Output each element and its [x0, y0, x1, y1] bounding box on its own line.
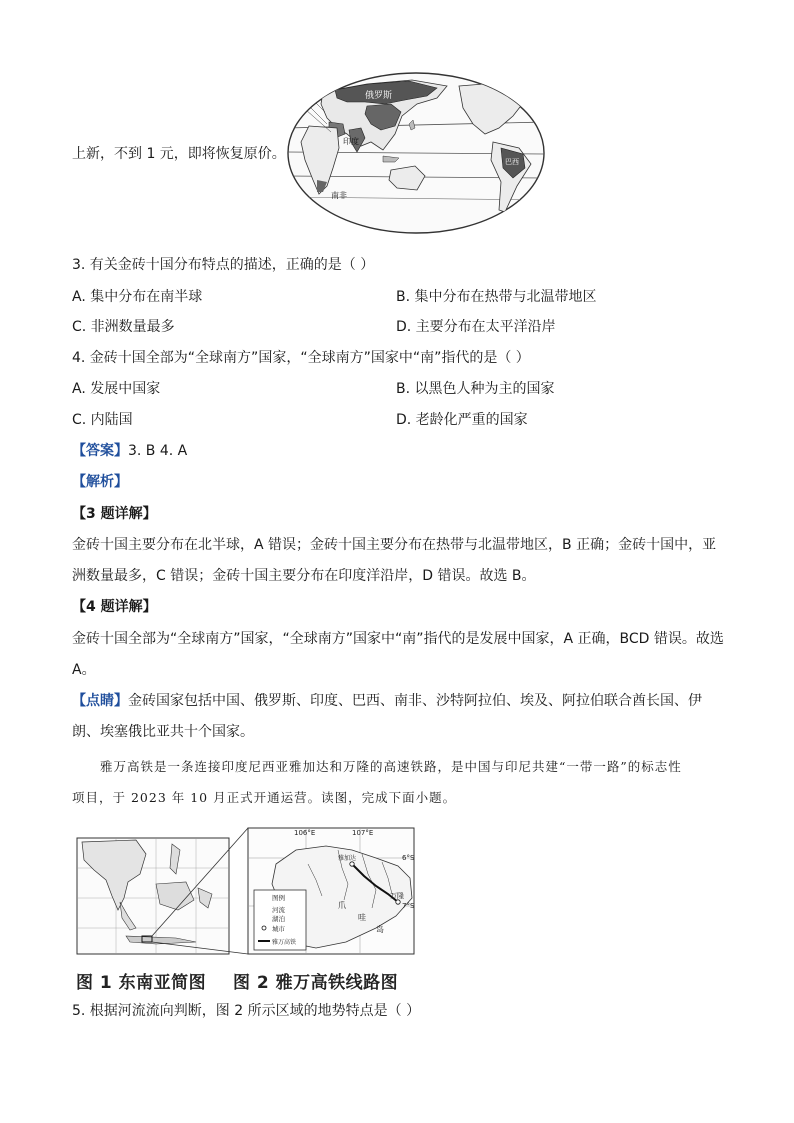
tip-tag: 【点睛】 [72, 693, 128, 709]
q3-option-d: D. 主要分布在太平洋沿岸 [396, 319, 556, 335]
legend-city: 城市 [272, 925, 285, 933]
tip-line2: 朗、埃塞俄比亚共十个国家。 [72, 724, 254, 740]
label-lon-106: 106°E [294, 829, 316, 837]
label-jakarta: 雅加达 [338, 855, 357, 862]
q4-stem: 4. 金砖十国全部为“全球南方”国家，“全球南方”国家中“南”指代的是（ ） [72, 350, 530, 366]
detail4-line1: 金砖十国全部为“全球南方”国家，“全球南方”国家中“南”指代的是发展中国家，A 正确，BCD 错误。故选 [72, 631, 724, 647]
detail4-tag: 【4 题详解】 [72, 599, 157, 615]
world-map-graphic [287, 72, 545, 234]
legend-lake: 湖泊 [272, 915, 285, 923]
label-island-c: 岛 [376, 925, 384, 934]
label-lon-107: 107°E [352, 829, 374, 837]
label-bandung: 万隆 [390, 892, 404, 900]
q3-option-c: C. 非洲数量最多 [72, 319, 175, 335]
q3-option-a: A. 集中分布在南半球 [72, 289, 203, 305]
label-lat-6: 6°S [402, 854, 415, 862]
world-map [287, 72, 545, 234]
q4-option-a: A. 发展中国家 [72, 381, 161, 397]
q4-option-d: D. 老龄化严重的国家 [396, 412, 528, 428]
legend-rail: 雅万高铁 [272, 939, 297, 946]
label-russia: 俄罗斯 [365, 91, 393, 101]
legend-river: 河流 [272, 906, 285, 914]
passage-line1: 雅万高铁是一条连接印度尼西亚雅加达和万隆的高速铁路，是中国与印尼共建“一带一路”的标志性 [100, 759, 682, 774]
detail3-line1: 金砖十国主要分布在北半球，A 错误；金砖十国主要分布在热带与北温带地区，B 正确；金砖十国中，亚 [72, 537, 717, 553]
answer-row [72, 441, 187, 461]
q3-option-b: B. 集中分布在热带与北温带地区 [396, 289, 597, 305]
legend-title: 图例 [272, 894, 285, 902]
label-lat-7: 7°S [402, 902, 415, 910]
answer-tag: 【答案】 [72, 443, 128, 459]
detail3-tag: 【3 题详解】 [72, 506, 157, 522]
label-island-b: 哇 [358, 913, 366, 922]
passage-line2: 项目，于 2023 年 10 月正式开通运营。读图，完成下面小题。 [72, 790, 457, 805]
tip-row [72, 691, 702, 711]
intro-text: 上新，不到 1 元，即将恢复原价。 [72, 146, 286, 162]
analysis-tag: 【解析】 [72, 474, 128, 490]
q4-option-b: B. 以黑色人种为主的国家 [396, 381, 555, 397]
q3-stem: 3. 有关金砖十国分布特点的描述，正确的是（ ） [72, 257, 375, 273]
label-island-a: 爪 [338, 901, 346, 910]
figure2-caption: 图 2 雅万高铁线路图 [233, 973, 399, 993]
figures-graphic [76, 824, 416, 956]
label-brazil: 巴西 [505, 158, 519, 166]
figure1-caption: 图 1 东南亚简图 [76, 973, 207, 993]
label-india: 印度 [343, 137, 359, 146]
q4-option-c: C. 内陆国 [72, 412, 133, 428]
q5-stem: 5. 根据河流流向判断，图 2 所示区域的地势特点是（ ） [72, 1003, 421, 1019]
detail3-line2: 洲数量最多，C 错误；金砖十国主要分布在印度洋沿岸，D 错误。故选 B。 [72, 568, 536, 584]
tip-line1: 金砖国家包括中国、俄罗斯、印度、巴西、南非、沙特阿拉伯、埃及、阿拉伯联合酋长国、伊 [128, 693, 702, 709]
answer-text: 3. B 4. A [128, 443, 188, 459]
detail4-line2: A。 [72, 662, 96, 678]
southeast-asia-figures [76, 824, 416, 956]
label-south-africa: 南非 [331, 191, 347, 200]
